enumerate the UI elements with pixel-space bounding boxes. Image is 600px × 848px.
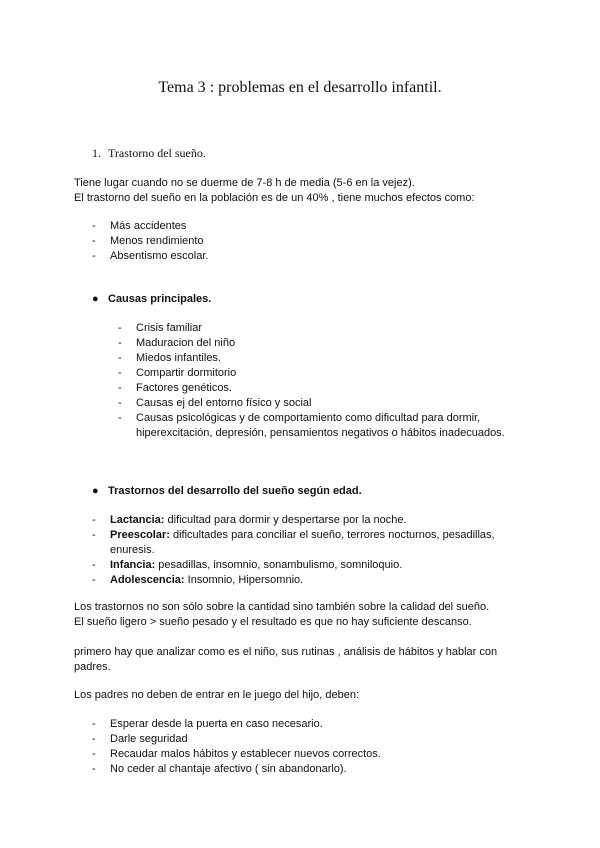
disorders-heading-text: Trastornos del desarrollo del sueño según edad.: [108, 485, 362, 497]
disorders-list: [92, 513, 532, 588]
paragraph: [74, 688, 544, 703]
list-item: [92, 558, 532, 573]
list-item: - Maduracion del niño: [118, 336, 528, 351]
bullet-icon: ●: [92, 293, 99, 305]
bullet-icon: ●: [92, 485, 99, 497]
item-label: Adolescencia:: [110, 574, 185, 586]
list-item: - No ceder al chantaje afectivo ( sin abandonarlo).: [92, 762, 532, 777]
paragraph-line: Los trastornos no son sólo sobre la cantidad sino también sobre la calidad del sueño.: [74, 601, 490, 613]
list-item: - Miedos infantiles.: [118, 351, 528, 366]
list-item: [92, 528, 532, 558]
item-text: dificultades para conciliar el sueño, terrores nocturnos, pesadillas, enuresis.: [110, 529, 495, 556]
paragraph-line: primero hay que analizar como es el niño, sus rutinas , análisis de hábitos y hablar con padres.: [74, 646, 498, 673]
section-heading: [92, 146, 206, 161]
effects-list: [92, 219, 532, 264]
list-item: [92, 573, 532, 588]
list-item: [92, 513, 532, 528]
paragraph-line: El sueño ligero > sueño pesado y el resultado es que no hay suficiente descanso.: [74, 616, 472, 628]
paragraph-line: Los padres no deben de entrar en le juego del hijo, deben:: [74, 689, 359, 701]
intro-line: Tiene lugar cuando no se duerme de 7-8 h de media (5-6 en la vejez).: [74, 177, 415, 189]
list-item: - Causas psicológicas y de comportamiento como dificultad para dormir, hiperexcitación, depresión, pensamientos negativos o hábitos inadecuados.: [118, 411, 528, 441]
intro-line: El trastorno del sueño en la población es de un 40% , tiene muchos efectos como:: [74, 192, 475, 204]
causes-heading: [92, 292, 211, 307]
list-item: - Más accidentes: [92, 219, 532, 234]
item-text: dificultad para dormir y despertarse por la noche.: [164, 514, 407, 526]
section-heading-text: Trastorno del sueño.: [108, 146, 206, 160]
page-title: Tema 3 : problemas en el desarrollo infantil.: [158, 79, 442, 96]
paragraph: [74, 645, 514, 675]
list-item: - Causas ej del entorno físico y social: [118, 396, 528, 411]
disorders-heading: [92, 484, 362, 499]
causes-heading-text: Causas principales.: [108, 293, 212, 305]
section-number: 1.: [92, 146, 101, 160]
list-item: - Absentismo escolar.: [92, 249, 532, 264]
intro-paragraph: [74, 176, 544, 206]
list-item: - Recaudar malos hábitos y establecer nuevos correctos.: [92, 747, 532, 762]
causes-list: [118, 321, 528, 441]
item-label: Lactancia:: [110, 514, 165, 526]
list-item: - Esperar desde la puerta en caso necesario.: [92, 717, 532, 732]
item-label: Preescolar:: [110, 529, 170, 541]
list-item: - Crisis familiar: [118, 321, 528, 336]
paragraph: [74, 600, 544, 630]
item-label: Infancia:: [110, 559, 156, 571]
list-item: - Menos rendimiento: [92, 234, 532, 249]
list-item: - Compartir dormitorio: [118, 366, 528, 381]
list-item: - Darle seguridad: [92, 732, 532, 747]
item-text: Insomnio, Hipersomnio.: [184, 574, 304, 586]
parents-list: [92, 717, 532, 777]
list-item: - Factores genéticos.: [118, 381, 528, 396]
item-text: pesadillas, insomnio, sonambulismo, somniloquio.: [155, 559, 403, 571]
